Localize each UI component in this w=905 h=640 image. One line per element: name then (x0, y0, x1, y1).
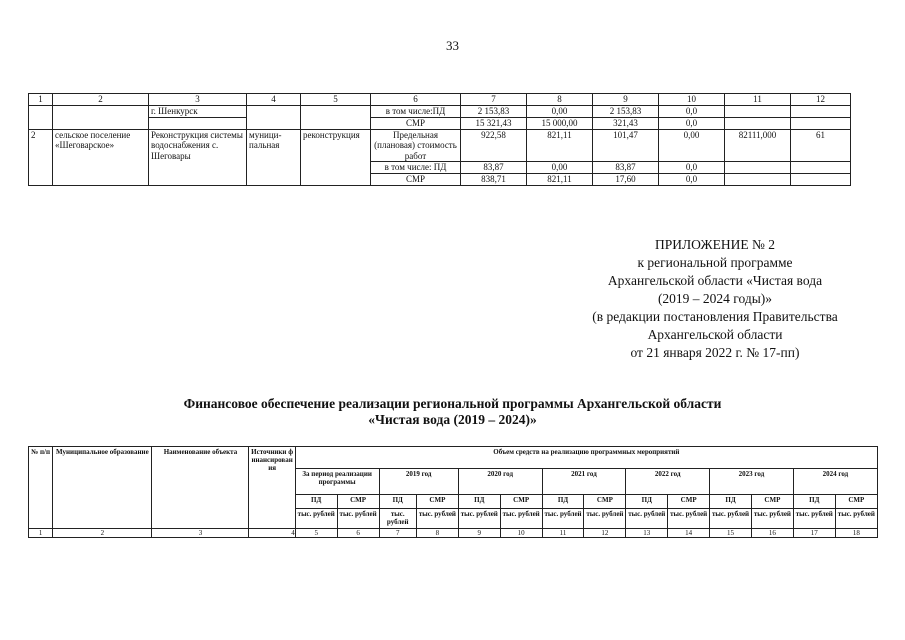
table-cell: СМР (371, 174, 461, 186)
col-number: 4 (249, 529, 295, 538)
col-number: 11 (542, 529, 584, 538)
col-number: 1 (29, 94, 53, 106)
header-unit: тыс. рублей (626, 509, 668, 529)
table-cell: 922,58 (461, 130, 527, 162)
header-unit: тыс. рублей (542, 509, 584, 529)
table-cell: СМР (371, 118, 461, 130)
col-number: 9 (593, 94, 659, 106)
header-unit: тыс. рублей (835, 509, 877, 529)
table-cell: 83,87 (593, 162, 659, 174)
header-smr: СМР (751, 495, 793, 509)
financing-table (28, 446, 878, 538)
table-cell: сельское поселение «Шеговарское» (53, 130, 149, 186)
title-line: Финансовое обеспечение реализации региональной программы Архангельской области (183, 396, 722, 411)
header-unit: тыс. рублей (710, 509, 752, 529)
header-number: № п/п (29, 447, 53, 529)
header-unit: тыс. рублей (337, 509, 379, 529)
col-number: 8 (527, 94, 593, 106)
appendix-line: (2019 – 2024 годы)» (657, 291, 773, 306)
header-smr: СМР (500, 495, 542, 509)
table-cell: 2 153,83 (461, 106, 527, 118)
table-header-row (29, 94, 851, 106)
table-cell: 82111,000 (725, 130, 791, 162)
table-cell: 101,47 (593, 130, 659, 162)
col-number: 2 (53, 94, 149, 106)
header-pd: ПД (710, 495, 752, 509)
table-cell: 0,0 (659, 106, 725, 118)
col-number: 6 (337, 529, 379, 538)
table-cell: 0,0 (659, 174, 725, 186)
col-number: 7 (461, 94, 527, 106)
header-pd: ПД (626, 495, 668, 509)
table-cell: Реконструкция системы водоснабжения с. Шеговары (149, 130, 247, 186)
col-number: 6 (371, 94, 461, 106)
header-unit: тыс. рублей (416, 509, 458, 529)
header-year: 2023 год (710, 469, 794, 495)
table-row (29, 130, 851, 162)
page-number: 33 (446, 38, 459, 53)
header-year: 2019 год (379, 469, 458, 495)
table-row (29, 106, 851, 118)
header-year: 2020 год (458, 469, 542, 495)
title-line: «Чистая вода (2019 – 2024)» (368, 412, 537, 427)
table-cell: 821,11 (527, 130, 593, 162)
table-cell: 2 153,83 (593, 106, 659, 118)
header-unit: тыс. рублей (379, 509, 416, 529)
header-unit: тыс. рублей (458, 509, 500, 529)
col-number: 4 (247, 94, 301, 106)
table-cell: 15 000,00 (527, 118, 593, 130)
header-unit: тыс. рублей (500, 509, 542, 529)
col-number: 18 (835, 529, 877, 538)
table-cell: 83,87 (461, 162, 527, 174)
table-cell: 321,43 (593, 118, 659, 130)
col-number: 10 (500, 529, 542, 538)
col-number: 16 (751, 529, 793, 538)
col-number: 11 (725, 94, 791, 106)
header-smr: СМР (835, 495, 877, 509)
header-unit: тыс. рублей (751, 509, 793, 529)
header-period: За период реализации программы (295, 469, 379, 495)
table-header-row (29, 447, 878, 469)
header-smr: СМР (668, 495, 710, 509)
appendix-line: Архангельской области «Чистая вода (607, 273, 823, 288)
col-number: 17 (793, 529, 835, 538)
col-number: 3 (152, 529, 249, 538)
table-cell: 0,0 (659, 162, 725, 174)
col-number: 12 (791, 94, 851, 106)
col-number: 15 (710, 529, 752, 538)
table-cell: в том числе:ПД (371, 106, 461, 118)
col-number: 1 (29, 529, 53, 538)
header-pd: ПД (379, 495, 416, 509)
header-year: 2021 год (542, 469, 626, 495)
table-cell: в том числе: ПД (371, 162, 461, 174)
table-cell: 17,60 (593, 174, 659, 186)
header-municipality: Муниципальное образование (53, 447, 152, 529)
appendix-line: от 21 января 2022 г. № 17-пп) (630, 345, 800, 360)
header-unit: тыс. рублей (295, 509, 337, 529)
header-source: Источники финансирования (249, 447, 295, 529)
table-cell: 2 (29, 130, 53, 186)
table-cell: 0,00 (527, 106, 593, 118)
appendix-heading (565, 236, 865, 362)
table-cell: 61 (791, 130, 851, 162)
header-pd: ПД (793, 495, 835, 509)
table-cell: 0,0 (659, 118, 725, 130)
appendix-line: к региональной программе (637, 255, 793, 270)
table-cell: 15 321,43 (461, 118, 527, 130)
header-unit: тыс. рублей (793, 509, 835, 529)
col-number: 13 (626, 529, 668, 538)
header-pd: ПД (542, 495, 584, 509)
table-row (29, 118, 851, 130)
col-number: 8 (416, 529, 458, 538)
document-title (0, 396, 905, 428)
table-cell: муници-пальная (247, 130, 301, 186)
col-number: 5 (301, 94, 371, 106)
top-continuation-table (28, 93, 851, 186)
table-cell: реконструкция (301, 130, 371, 186)
table-cell: 838,71 (461, 174, 527, 186)
col-number: 14 (668, 529, 710, 538)
col-number: 2 (53, 529, 152, 538)
table-cell: г. Шенкурск (149, 106, 247, 118)
col-number: 5 (295, 529, 337, 538)
header-smr: СМР (337, 495, 379, 509)
appendix-line: Архангельской области (647, 327, 783, 342)
table-cell: 0,00 (527, 162, 593, 174)
col-number: 9 (458, 529, 500, 538)
header-pd: ПД (295, 495, 337, 509)
col-number: 7 (379, 529, 416, 538)
header-unit: тыс. рублей (584, 509, 626, 529)
header-volume: Объем средств на реализацию программных мероприятий (295, 447, 877, 469)
table-cell: 0,00 (659, 130, 725, 162)
header-pd: ПД (458, 495, 500, 509)
col-number: 3 (149, 94, 247, 106)
header-smr: СМР (416, 495, 458, 509)
column-number-row (29, 529, 878, 538)
table-cell: Предельная (плановая) стоимость работ (371, 130, 461, 162)
header-year: 2024 год (793, 469, 877, 495)
header-smr: СМР (584, 495, 626, 509)
col-number: 12 (584, 529, 626, 538)
header-year: 2022 год (626, 469, 710, 495)
appendix-line: ПРИЛОЖЕНИЕ № 2 (654, 237, 776, 252)
header-unit: тыс. рублей (668, 509, 710, 529)
appendix-line: (в редакции постановления Правительства (592, 309, 838, 324)
header-object: Наименование объекта (152, 447, 249, 529)
table-cell: 821,11 (527, 174, 593, 186)
col-number: 10 (659, 94, 725, 106)
